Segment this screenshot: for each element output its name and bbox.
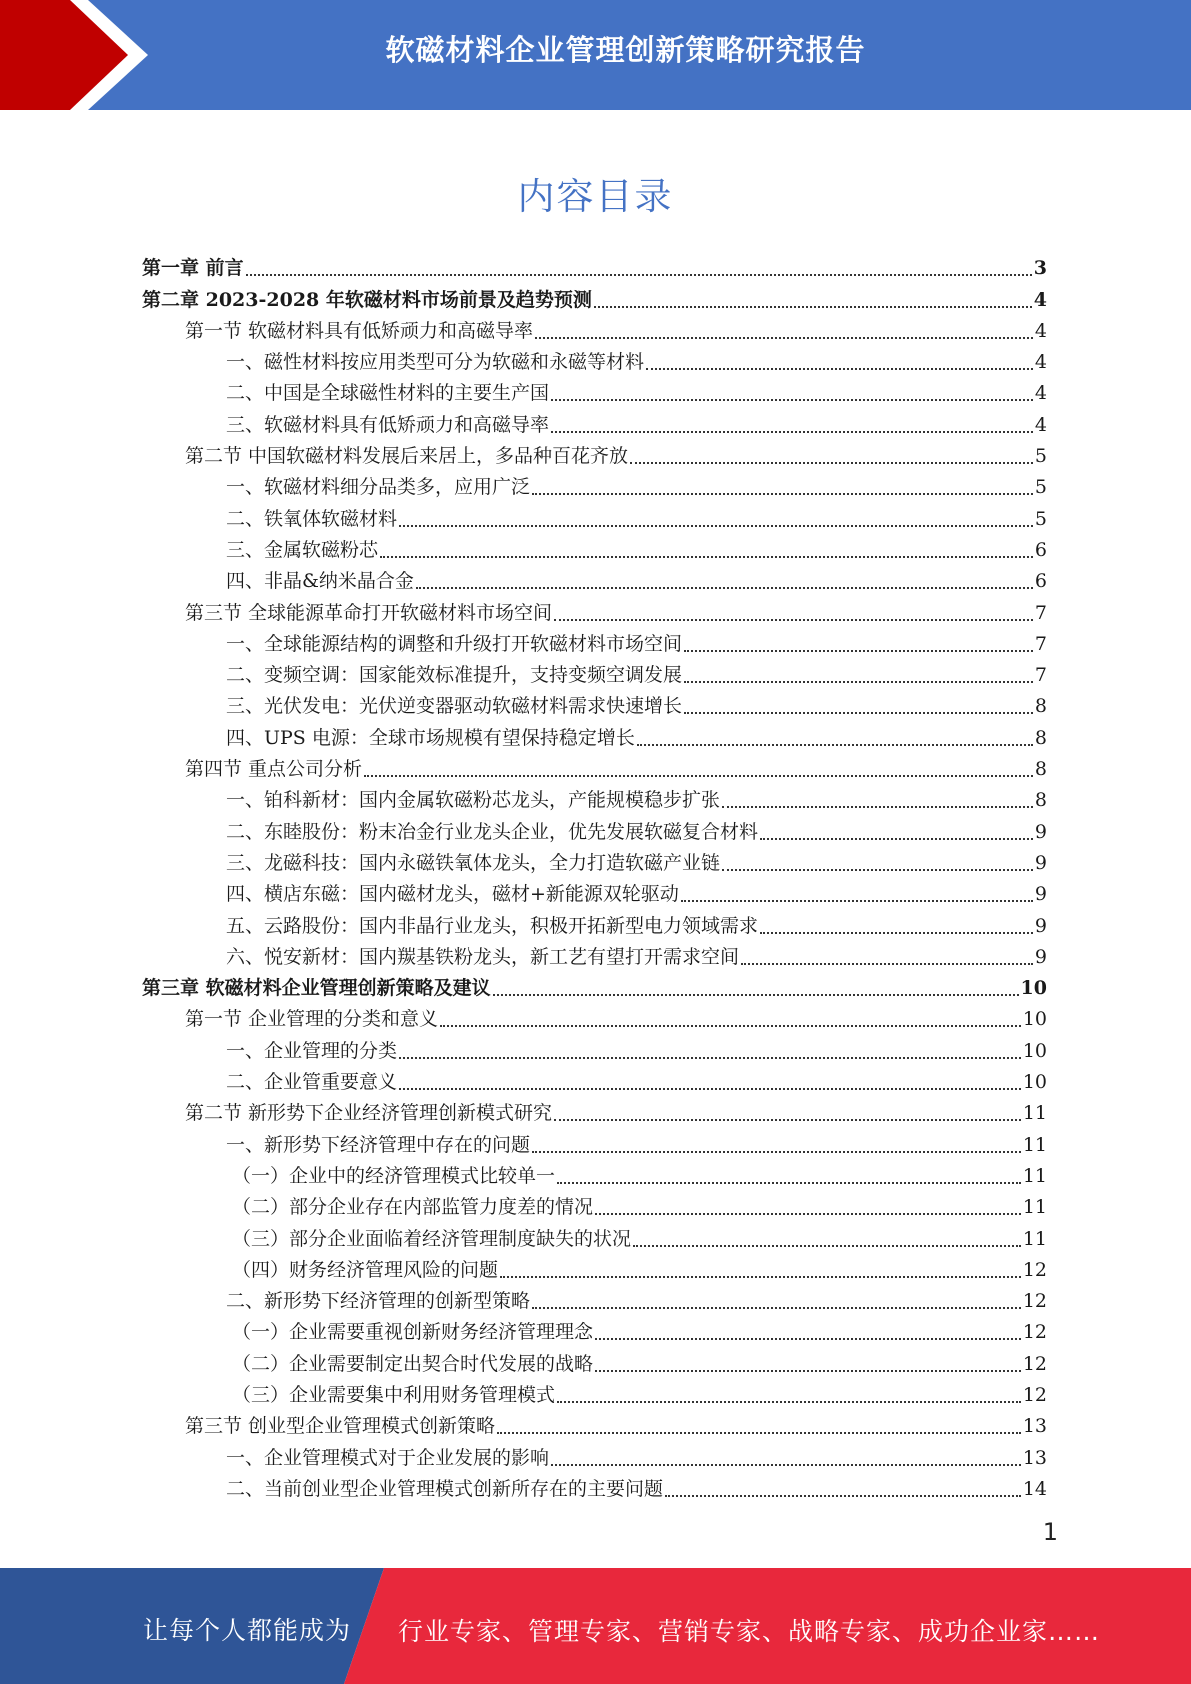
toc-entry-title: 三、软磁材料具有低矫顽力和高磁导率 [226, 413, 550, 436]
dot-leader [684, 681, 1033, 683]
toc-entry-title: 二、中国是全球磁性材料的主要生产国 [226, 382, 550, 405]
dot-leader [646, 368, 1033, 370]
report-title: 软磁材料企业管理创新策略研究报告 [385, 33, 866, 67]
dot-leader [532, 493, 1033, 495]
toc-entry[interactable] [142, 910, 1047, 941]
toc-entry[interactable] [142, 347, 1047, 378]
toc-entry-page: 8 [1034, 758, 1047, 781]
toc-entry-page: 5 [1034, 476, 1047, 499]
toc-entry[interactable] [142, 503, 1047, 534]
toc-entry-page: 12 [1022, 1352, 1047, 1375]
toc-entry[interactable] [142, 754, 1047, 785]
toc-entry-title: （一）企业需要重视创新财务经济管理理念 [232, 1321, 594, 1344]
toc-entry[interactable] [142, 409, 1047, 440]
footer-slogan-left: 让每个人都能成为 [143, 1616, 352, 1645]
dot-leader [637, 744, 1033, 746]
toc-entry-page: 8 [1034, 726, 1047, 749]
toc-entry-page: 7 [1034, 664, 1047, 687]
toc-entry-title: 二、当前创业型企业管理模式创新所存在的主要问题 [226, 1477, 664, 1500]
toc-entry[interactable] [142, 535, 1047, 566]
dot-leader [684, 712, 1033, 714]
toc-entry-title: 第四节 重点公司分析 [185, 758, 363, 781]
toc-entry-title: 第一节 企业管理的分类和意义 [185, 1008, 439, 1031]
dot-leader [399, 525, 1033, 527]
toc-entry-page: 13 [1022, 1415, 1047, 1438]
toc-entry[interactable] [142, 1223, 1047, 1254]
dot-leader [760, 838, 1033, 840]
toc-entry-page: 7 [1034, 632, 1047, 655]
dot-leader [551, 1464, 1021, 1466]
report-header-banner [0, 0, 1191, 110]
toc-entry[interactable] [142, 942, 1047, 973]
dot-leader [532, 1151, 1021, 1153]
toc-entry-page: 12 [1022, 1321, 1047, 1344]
dot-leader [551, 399, 1033, 401]
toc-entry-title: 第二章 2023-2028 年软磁材料市场前景及趋势预测 [142, 288, 592, 311]
dot-leader [493, 994, 1019, 996]
toc-entry-title: 第三节 全球能源革命打开软磁材料市场空间 [185, 601, 553, 624]
toc-entry[interactable] [142, 1004, 1047, 1035]
dot-leader [246, 274, 1032, 276]
toc-entry[interactable] [142, 253, 1047, 284]
dot-leader [595, 1370, 1021, 1372]
dot-leader [722, 806, 1033, 808]
toc-entry-title: 一、全球能源结构的调整和升级打开软磁材料市场空间 [226, 632, 683, 655]
dot-leader [684, 650, 1033, 652]
toc-entry-title: 四、UPS 电源：全球市场规模有望保持稳定增长 [226, 726, 635, 749]
toc-entry-title: 一、企业管理模式对于企业发展的影响 [226, 1446, 550, 1469]
toc-entry-title: 一、企业管理的分类 [226, 1039, 398, 1062]
toc-entry[interactable] [142, 472, 1047, 503]
toc-entry[interactable] [142, 316, 1047, 347]
dot-leader [741, 963, 1033, 965]
toc-entry[interactable] [142, 597, 1047, 628]
toc-entry-page: 5 [1034, 507, 1047, 530]
toc-entry-title: 一、磁性材料按应用类型可分为软磁和永磁等材料 [226, 351, 645, 374]
dot-leader [760, 932, 1033, 934]
toc-entry-page: 12 [1022, 1383, 1047, 1406]
dot-leader [557, 1182, 1021, 1184]
dot-leader [595, 1338, 1021, 1340]
toc-entry-page: 7 [1034, 601, 1047, 624]
toc-entry[interactable] [142, 441, 1047, 472]
dot-leader [554, 619, 1033, 621]
toc-entry-page: 10 [1022, 1071, 1047, 1094]
page-number: 1 [1042, 1518, 1058, 1546]
dot-leader [554, 1119, 1021, 1121]
toc-entry-title: （三）企业需要集中利用财务管理模式 [232, 1383, 556, 1406]
toc-entry-title: 五、云路股份：国内非晶行业龙头，积极开拓新型电力领域需求 [226, 914, 759, 937]
toc-entry-page: 11 [1022, 1164, 1047, 1187]
toc-entry-title: 三、龙磁科技：国内永磁铁氧体龙头，全力打造软磁产业链 [226, 851, 721, 874]
toc-entry-title: 第二节 新形势下企业经济管理创新模式研究 [185, 1102, 553, 1125]
toc-entry-page: 4 [1034, 351, 1047, 374]
toc-entry-title: 三、光伏发电：光伏逆变器驱动软磁材料需求快速增长 [226, 695, 683, 718]
toc-entry-title: （四）财务经济管理风险的问题 [232, 1258, 499, 1281]
toc-entry-title: 第三章 软磁材料企业管理创新策略及建议 [142, 977, 491, 1000]
toc-entry-page: 13 [1022, 1446, 1047, 1469]
toc-entry-title: 一、软磁材料细分品类多，应用广泛 [226, 476, 531, 499]
toc-entry[interactable] [142, 722, 1047, 753]
footer-banner [0, 1568, 1191, 1684]
toc-entry[interactable] [142, 1098, 1047, 1129]
footer-slogan-right: 行业专家、管理专家、营销专家、战略专家、成功企业家…… [398, 1617, 1101, 1646]
toc-entry[interactable] [142, 1255, 1047, 1286]
dot-leader [535, 337, 1033, 339]
dot-leader [380, 556, 1033, 558]
dot-leader [633, 1245, 1021, 1247]
toc-entry-title: 二、东睦股份：粉末冶金行业龙头企业，优先发展软磁复合材料 [226, 820, 759, 843]
toc-heading: 内容目录 [517, 175, 674, 218]
toc-entry-title: （二）企业需要制定出契合时代发展的战略 [232, 1352, 594, 1375]
toc-entry[interactable] [142, 1129, 1047, 1160]
dot-leader [594, 306, 1032, 308]
table-of-contents [142, 253, 1047, 1505]
toc-entry-page: 12 [1022, 1290, 1047, 1313]
toc-entry-title: （三）部分企业面临着经济管理制度缺失的状况 [232, 1227, 632, 1250]
toc-entry-title: 二、企业管重要意义 [226, 1071, 398, 1094]
toc-entry-title: 一、新形势下经济管理中存在的问题 [226, 1133, 531, 1156]
toc-entry-title: 六、悦安新材：国内羰基铁粉龙头，新工艺有望打开需求空间 [226, 945, 740, 968]
toc-entry-page: 6 [1034, 538, 1047, 561]
toc-entry-page: 12 [1022, 1258, 1047, 1281]
toc-entry-page: 6 [1034, 570, 1047, 593]
toc-entry[interactable] [142, 1317, 1047, 1348]
toc-entry-title: 二、新形势下经济管理的创新型策略 [226, 1290, 531, 1313]
toc-entry[interactable] [142, 785, 1047, 816]
toc-entry-page: 4 [1034, 413, 1047, 436]
dot-leader [399, 1057, 1021, 1059]
toc-entry[interactable] [142, 1286, 1047, 1317]
toc-entry[interactable] [142, 566, 1047, 597]
toc-entry-title: 三、金属软磁粉芯 [226, 538, 379, 561]
toc-entry-page: 11 [1022, 1133, 1047, 1156]
toc-entry-title: 第一章 前言 [142, 257, 244, 280]
toc-entry[interactable] [142, 284, 1047, 315]
toc-entry-title: 四、非晶&纳米晶合金 [226, 570, 414, 593]
toc-entry-page: 8 [1034, 789, 1047, 812]
toc-entry-page: 14 [1022, 1477, 1047, 1500]
toc-entry-page: 10 [1022, 1039, 1047, 1062]
dot-leader [681, 900, 1033, 902]
toc-entry-page: 11 [1022, 1102, 1047, 1125]
toc-entry-title: 二、变频空调：国家能效标准提升，支持变频空调发展 [226, 664, 683, 687]
toc-entry-title: 四、横店东磁：国内磁材龙头，磁材+新能源双轮驱动 [226, 883, 679, 906]
toc-entry-page: 4 [1034, 382, 1047, 405]
toc-entry[interactable] [142, 816, 1047, 847]
toc-entry-page: 9 [1034, 945, 1047, 968]
toc-entry[interactable] [142, 1067, 1047, 1098]
toc-entry-title: 一、铂科新材：国内金属软磁粉芯龙头，产能规模稳步扩张 [226, 789, 721, 812]
toc-entry-title: 二、铁氧体软磁材料 [226, 507, 398, 530]
toc-entry[interactable] [142, 848, 1047, 879]
toc-entry[interactable] [142, 660, 1047, 691]
toc-entry-page: 9 [1034, 820, 1047, 843]
toc-entry[interactable] [142, 691, 1047, 722]
dot-leader [630, 462, 1033, 464]
dot-leader [500, 1276, 1021, 1278]
toc-entry-page: 11 [1022, 1227, 1047, 1250]
toc-entry-title: （二）部分企业存在内部监管力度差的情况 [232, 1196, 594, 1219]
toc-entry-page: 10 [1022, 1008, 1047, 1031]
toc-entry-page: 3 [1033, 257, 1047, 280]
toc-entry[interactable] [142, 973, 1047, 1004]
red-chevron-icon [0, 0, 160, 110]
toc-entry-page: 4 [1033, 288, 1047, 311]
toc-entry-title: 第一节 软磁材料具有低矫顽力和高磁导率 [185, 319, 534, 342]
toc-entry[interactable] [142, 1192, 1047, 1223]
toc-entry-title: 第二节 中国软磁材料发展后来居上，多品种百花齐放 [185, 445, 629, 468]
toc-entry-title: 第三节 创业型企业管理模式创新策略 [185, 1415, 496, 1438]
toc-entry-title: （一）企业中的经济管理模式比较单一 [232, 1164, 556, 1187]
toc-entry[interactable] [142, 1411, 1047, 1442]
dot-leader [551, 431, 1033, 433]
toc-entry[interactable] [142, 879, 1047, 910]
toc-entry[interactable] [142, 1442, 1047, 1473]
toc-entry[interactable] [142, 1035, 1047, 1066]
dot-leader [532, 1307, 1021, 1309]
toc-entry[interactable] [142, 629, 1047, 660]
dot-leader [595, 1213, 1021, 1215]
dot-leader [364, 775, 1033, 777]
dot-leader [497, 1432, 1021, 1434]
toc-entry-page: 5 [1034, 445, 1047, 468]
dot-leader [665, 1495, 1021, 1497]
toc-entry[interactable] [142, 1161, 1047, 1192]
toc-entry-page: 4 [1034, 319, 1047, 342]
toc-entry-page: 9 [1034, 914, 1047, 937]
dot-leader [416, 587, 1033, 589]
dot-leader [440, 1025, 1021, 1027]
dot-leader [722, 869, 1033, 871]
dot-leader [399, 1088, 1021, 1090]
toc-entry[interactable] [142, 1348, 1047, 1379]
toc-entry-page: 10 [1020, 977, 1047, 1000]
toc-entry[interactable] [142, 1380, 1047, 1411]
toc-entry-page: 8 [1034, 695, 1047, 718]
toc-entry-page: 9 [1034, 851, 1047, 874]
toc-entry[interactable] [142, 378, 1047, 409]
toc-entry-page: 9 [1034, 883, 1047, 906]
toc-entry-page: 11 [1022, 1196, 1047, 1219]
dot-leader [557, 1401, 1021, 1403]
toc-entry[interactable] [142, 1474, 1047, 1505]
